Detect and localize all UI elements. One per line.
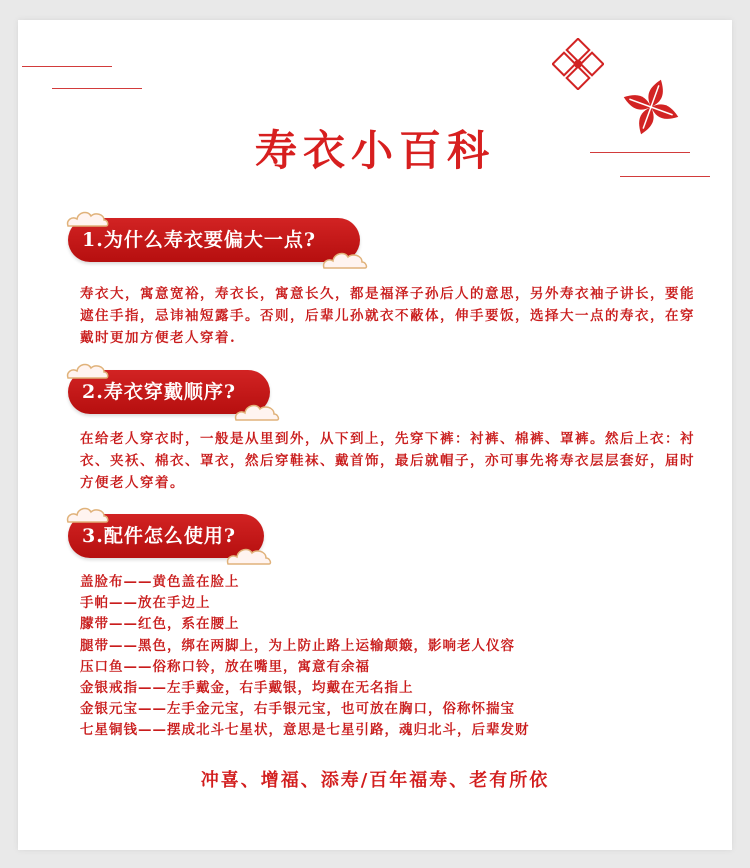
list-item: 朦带——红色，系在腰上 <box>80 616 240 633</box>
section-1-banner <box>68 218 360 262</box>
cloud-icon <box>64 502 110 524</box>
cloud-icon <box>64 358 110 380</box>
list-item: 金银戒指——左手戴金，右手戴银，均戴在无名指上 <box>80 679 414 696</box>
list-item: 手帕——放在手边上 <box>80 595 211 612</box>
decor-line-top-left <box>22 66 112 67</box>
accessory-list <box>80 572 700 742</box>
cloud-icon <box>232 398 282 422</box>
section-3-heading: 3.配件怎么使用? <box>82 525 236 547</box>
section-1-heading: 1.为什么寿衣要偏大一点? <box>82 229 316 251</box>
cloud-icon <box>320 246 370 270</box>
cloud-icon <box>224 542 274 566</box>
list-item: 七星铜钱——摆成北斗七星状，意思是七星引路，魂归北斗，后辈发财 <box>80 722 530 739</box>
list-item: 金银元宝——左手金元宝，右手银元宝，也可放在胸口，俗称怀揣宝 <box>80 701 515 718</box>
decor-line-top-left-2 <box>52 88 142 89</box>
flower-icon <box>552 38 604 90</box>
list-item: 盖脸布——黄色盖在脸上 <box>80 574 240 590</box>
section-2-heading: 2.寿衣穿戴顺序? <box>82 381 236 403</box>
footer-slogan: 冲喜、增福、添寿/百年福寿、老有所依 <box>200 770 550 791</box>
list-item: 压口鱼——俗称口铃，放在嘴里，寓意有余福 <box>80 658 370 675</box>
section-2-paragraph: 在给老人穿衣时，一般是从里到外，从下到上，先穿下裤：衬裤、棉裤、罩裤。然后上衣：衬衣、夹袄、棉衣、罩衣，然后穿鞋袜、戴首饰，最后就帽子，亦可事先将寿衣层层套好，届时方便老人穿着。 <box>80 431 695 491</box>
page-title: 寿衣小百科 <box>254 126 495 175</box>
cloud-icon <box>64 206 110 228</box>
list-item: 腿带——黑色，绑在两脚上，为上防止路上运输颠簸，影响老人仪容 <box>80 637 515 654</box>
section-1-paragraph: 寿衣大，寓意宽裕，寿衣长，寓意长久，都是福泽子孙后人的意思，另外寿衣袖子讲长，要能遮住手指，忌讳袖短露手。否则，后辈儿孙就衣不蔽体，伸手要饭，选择大一点的寿衣，在穿戴时更加方便老人穿着. <box>80 286 695 346</box>
